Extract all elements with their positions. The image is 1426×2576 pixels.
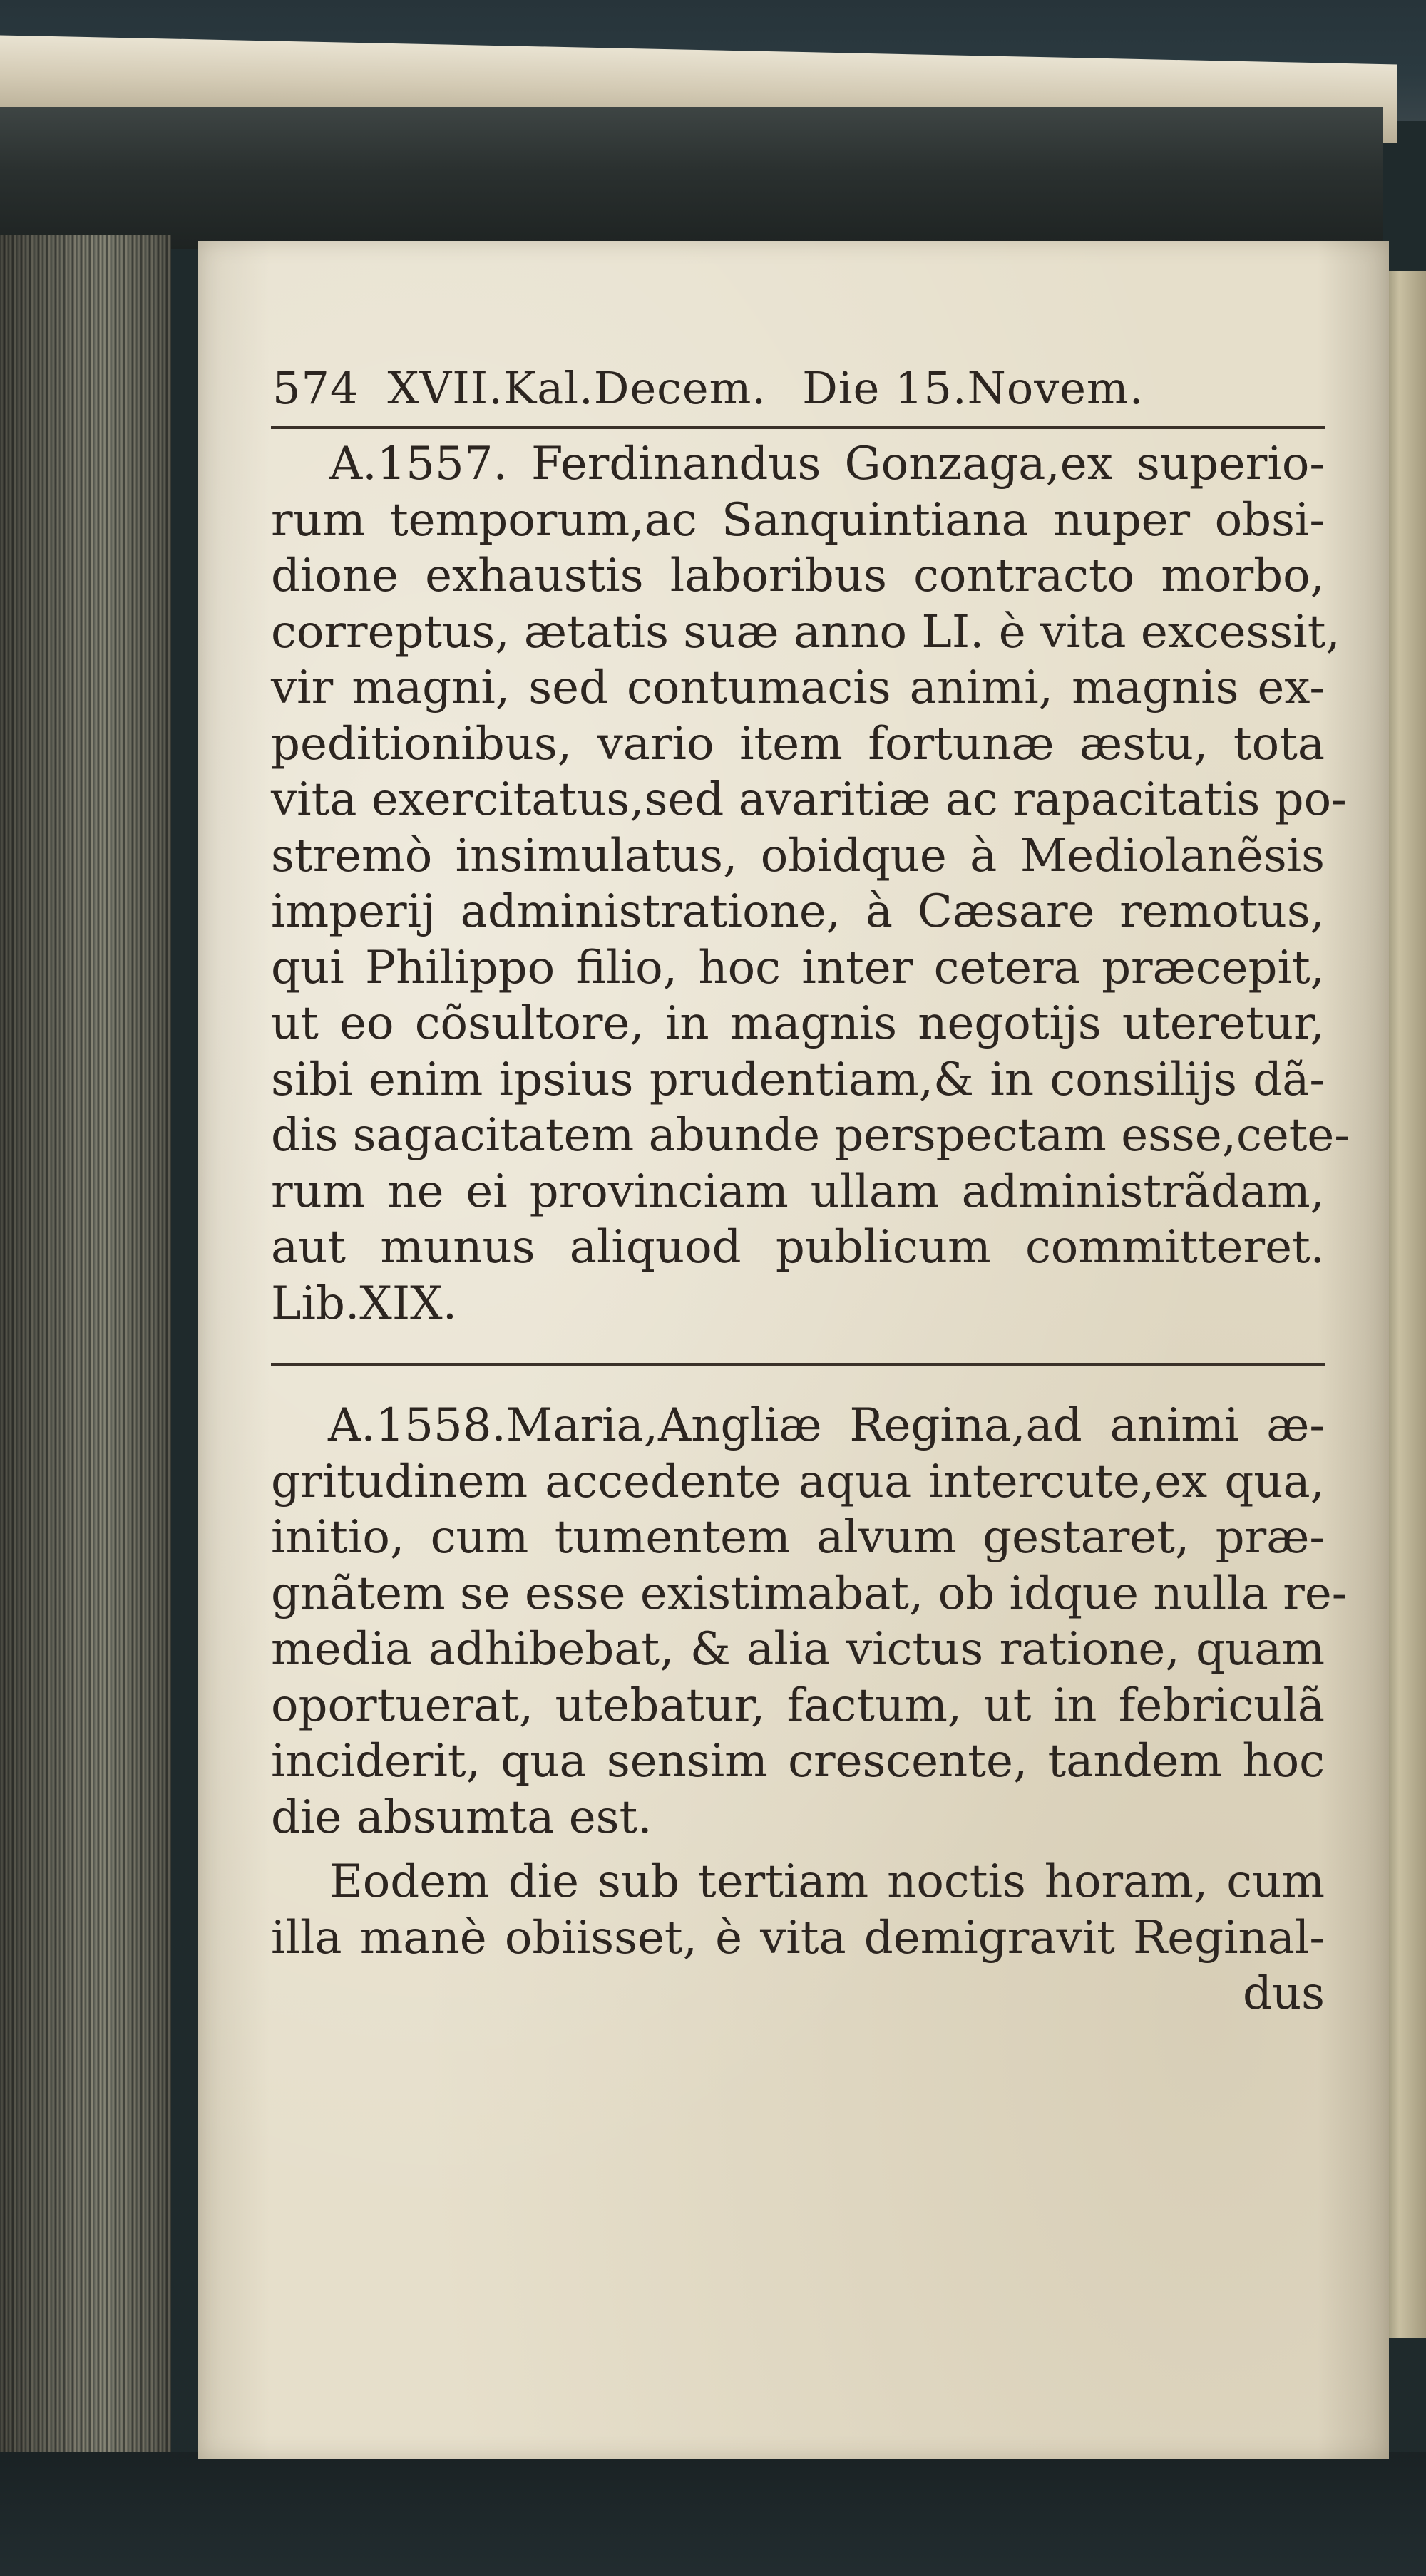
text-line: peditionibus, vario item fortunæ æstu, tota: [271, 717, 1325, 771]
text-line: oportuerat, utebatur, factum, ut in febriculã: [271, 1679, 1325, 1732]
page-number: 574: [272, 362, 359, 414]
text-line: initio, cum tumentem alvum gestaret, præ-: [271, 1511, 1325, 1564]
running-head-left: XVII.Kal.Decem.: [387, 362, 767, 414]
text-line: ut eo cõsultore, in magnis negotijs uteretur,: [271, 997, 1325, 1050]
text-line: imperij administratione, à Cæsare remotus,: [271, 885, 1325, 938]
text-line: gnãtem se esse existimabat, ob idque nulla re-: [271, 1567, 1348, 1620]
book-page: [198, 241, 1389, 2459]
text-line: sibi enim ipsius prudentiam,& in consilijs dã-: [271, 1053, 1325, 1106]
text-line: rum ne ei provinciam ullam administrãdam,: [271, 1165, 1325, 1218]
text-line: qui Philippo filio, hoc inter cetera præcepit,: [271, 941, 1325, 994]
text-line: correptus, ætatis suæ anno LI. è vita excessit,: [271, 605, 1340, 659]
text-line: stremò insimulatus, obidque à Mediolanẽsis: [271, 829, 1325, 882]
text-line: dione exhaustis laboribus contracto morbo,: [271, 550, 1325, 602]
text-line: illa manè obiisset, è vita demigravit Reginal-: [271, 1911, 1325, 1964]
text-line: die absumta est.: [271, 1791, 652, 1844]
entry-eodem-die: [271, 1854, 1325, 2022]
text-line: aut munus aliquod publicum committeret.: [271, 1221, 1325, 1274]
entry-1558: [271, 1398, 1348, 1845]
running-head: [271, 362, 1325, 419]
running-head-right: Die 15.Novem.: [802, 362, 1144, 414]
entry-1557: [271, 436, 1350, 1331]
book-top-edge: [0, 107, 1383, 249]
text-line: rum temporum,ac Sanquintiana nuper obsi-: [271, 493, 1325, 547]
head-rule: [271, 426, 1325, 429]
section-rule: [271, 1363, 1325, 1366]
text-line: Eodem die sub tertiam noctis horam, cum: [329, 1855, 1325, 1908]
text-line: vita exercitatus,sed avaritiæ ac rapacitatis po-: [271, 773, 1347, 826]
text-line: gritudinem accedente aqua intercute,ex qua,: [271, 1455, 1325, 1508]
text-line: A.1558.Maria,Angliæ Regina,ad animi æ-: [328, 1399, 1325, 1452]
text-line: A.1557. Ferdinandus Gonzaga,ex superio-: [329, 438, 1325, 490]
fore-edge-shadow: [0, 235, 171, 2459]
page-text-block: [271, 362, 1350, 2022]
background-bottom: [0, 2452, 1426, 2576]
text-line: inciderit, qua sensim crescente, tandem hoc: [271, 1735, 1325, 1788]
text-line: dis sagacitatem abunde perspectam esse,cete-: [271, 1109, 1350, 1162]
text-line: vir magni, sed contumacis animi, magnis ex-: [271, 661, 1325, 714]
text-line: media adhibebat, & alia victus ratione, quam: [271, 1623, 1325, 1676]
catchword: dus: [1242, 1967, 1325, 2020]
text-line: Lib.XIX.: [271, 1277, 458, 1330]
